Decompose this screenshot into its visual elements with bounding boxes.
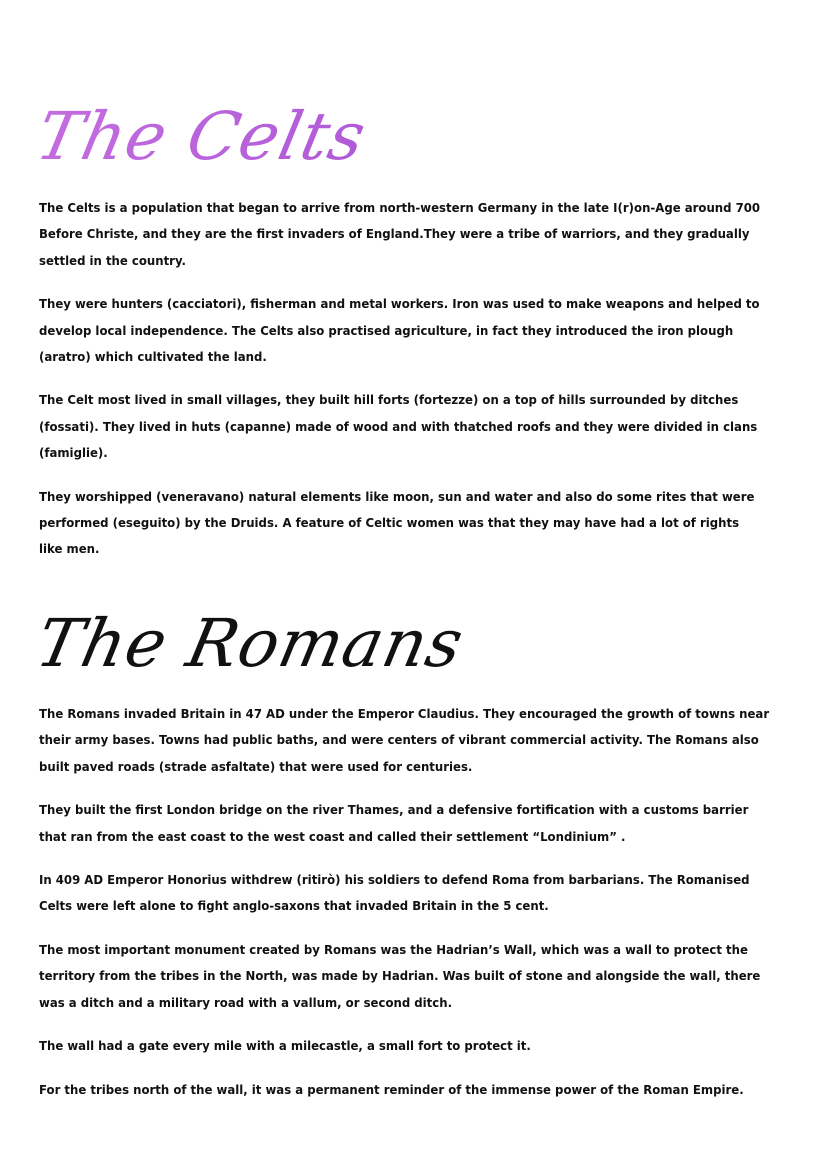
text-line: territory from the tribes in the North, was made by Hadrian. Was built of stone and alongside the wall, there <box>39 968 761 984</box>
paragraph <box>39 387 799 466</box>
text-line: (famiglie). <box>39 445 108 461</box>
text-line: their army bases. Towns had public baths, and were centers of vibrant commercial activity. The Romans also <box>39 732 759 748</box>
text-line: The most important monument created by Romans was the Hadrian’s Wall, which was a wall to protect the <box>39 941 748 957</box>
text-line: For the tribes north of the wall, it was a permanent reminder of the immense power of the Roman Empire. <box>39 1082 744 1098</box>
text-line: In 409 AD Emperor Honorius withdrew (ritirò) his soldiers to defend Roma from barbarians. The Romanised <box>39 871 750 887</box>
text-line: Celts were left alone to fight anglo-saxons that invaded Britain in the 5 cent. <box>39 898 549 914</box>
text-line: The wall had a gate every mile with a milecastle, a small fort to protect it. <box>39 1037 531 1053</box>
text-line: built paved roads (strade asfaltate) that were used for centuries. <box>39 758 473 774</box>
text-line: They were hunters (cacciatori), fisherman and metal workers. Iron was used to make weapons and helped to <box>39 296 760 312</box>
paragraph <box>39 195 799 274</box>
text-line: settled in the country. <box>39 252 186 268</box>
text-line: The Romans invaded Britain in 47 AD under the Emperor Claudius. They encouraged the growth of towns near <box>39 706 770 721</box>
paragraph <box>39 484 799 563</box>
paragraph <box>39 291 799 370</box>
text-line: like men. <box>39 541 100 557</box>
paragraph <box>39 1033 799 1059</box>
paragraph <box>39 797 799 850</box>
text-line: (fossati). They lived in huts (capanne) made of wood and with thatched roofs and they were divided in clans <box>39 418 758 434</box>
text-line: The Celts is a population that began to arrive from north-western Germany in the late I(r)on-Age around 700 <box>39 200 761 215</box>
text-line: (aratro) which cultivated the land. <box>39 348 267 364</box>
text-line: They worshipped (veneravano) natural elements like moon, sun and water and also do some rites that were <box>39 488 755 504</box>
text-line: that ran from the east coast to the west coast and called their settlement “Londinium” . <box>39 828 626 844</box>
text-line: performed (eseguito) by the Druids. A feature of Celtic women was that they may have had a lot of rights <box>39 514 740 530</box>
text-line: The Celt most lived in small villages, they built hill forts (fortezze) on a top of hills surrounded by ditches <box>39 392 739 408</box>
paragraph <box>39 701 799 780</box>
celts-section <box>39 195 799 563</box>
paragraph <box>39 1077 799 1103</box>
heading-the-celts: The Celts <box>29 98 373 175</box>
romans-section <box>39 701 799 1104</box>
paragraph <box>39 867 799 920</box>
text-line: They built the first London bridge on the river Thames, and a defensive fortification with a customs barrier <box>39 802 749 818</box>
text-line: develop local independence. The Celts also practised agriculture, in fact they introduced the iron plough <box>39 322 734 338</box>
heading-the-romans: The Romans <box>29 605 471 682</box>
text-line: Before Christe, and they are the first invaders of England.They were a tribe of warriors, and they gradually <box>39 226 750 242</box>
paragraph <box>39 937 799 1016</box>
text-line: was a ditch and a military road with a vallum, or second ditch. <box>39 994 453 1010</box>
